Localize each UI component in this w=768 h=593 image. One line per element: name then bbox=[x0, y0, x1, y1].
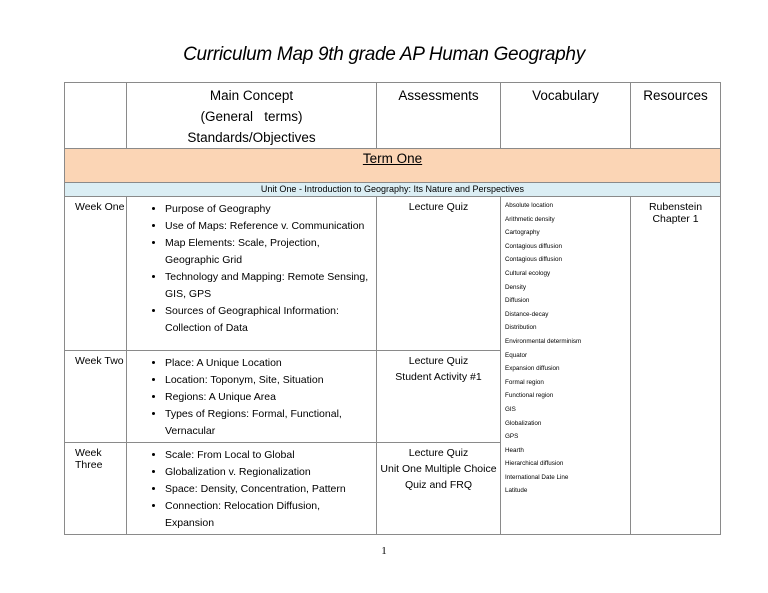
vocab-term: Hierarchical diffusion bbox=[505, 460, 564, 468]
topic-item: • Globalization v. Regionalization bbox=[165, 464, 370, 481]
unit-row bbox=[65, 183, 721, 197]
vocab-term: Equator bbox=[505, 351, 528, 359]
assessment-item: Lecture Quiz bbox=[408, 447, 469, 459]
vocab-term: GPS bbox=[505, 433, 519, 441]
topic-item: • Scale: From Local to Global bbox=[165, 447, 370, 464]
header-concept-line-3: Standards/Objectives bbox=[187, 130, 316, 145]
vocab-term: Formal region bbox=[505, 378, 544, 386]
topic-item: • Space: Density, Concentration, Pattern bbox=[165, 481, 370, 498]
vocab-term: International Date Line bbox=[505, 473, 569, 481]
vocab-term: Environmental determinism bbox=[505, 337, 582, 345]
curriculum-table bbox=[64, 82, 721, 535]
header-week bbox=[65, 83, 127, 149]
assessment-item: Unit One Multiple Choice bbox=[380, 463, 497, 475]
vocab-term: GIS bbox=[505, 405, 516, 413]
topic-item: • Technology and Mapping: Remote Sensing, GIS, GPS bbox=[165, 269, 370, 303]
term-label: Term One bbox=[362, 151, 423, 166]
topic-item: • Purpose of Geography bbox=[165, 201, 370, 218]
resources-cell: Rubenstein Chapter 1 bbox=[631, 197, 721, 535]
vocab-term: Functional region bbox=[505, 392, 554, 400]
assessment-item: Lecture Quiz bbox=[408, 355, 469, 367]
assessment-item: Student Activity #1 bbox=[395, 371, 482, 383]
assessment-cell bbox=[377, 351, 501, 443]
week-row bbox=[65, 197, 721, 351]
vocab-term: Arithmetic density bbox=[505, 215, 555, 223]
header-assessments: Assessments bbox=[377, 83, 501, 149]
vocab-term: Contagious diffusion bbox=[505, 256, 562, 264]
term-row bbox=[65, 149, 721, 183]
term-cell bbox=[65, 149, 721, 183]
week-label: Week Three bbox=[65, 443, 127, 535]
unit-label: Unit One - Introduction to Geography: Its Nature and Perspectives bbox=[65, 183, 721, 197]
assessment-cell bbox=[377, 197, 501, 351]
topic-item: • Types of Regions: Formal, Functional, Vernacular bbox=[165, 406, 370, 440]
header-row bbox=[65, 83, 721, 149]
assessment-item: Lecture Quiz bbox=[408, 201, 469, 213]
vocabulary-cell bbox=[501, 197, 631, 535]
header-vocabulary: Vocabulary bbox=[501, 83, 631, 149]
topic-item: • Place: A Unique Location bbox=[165, 355, 370, 372]
topic-item: • Location: Toponym, Site, Situation bbox=[165, 372, 370, 389]
vocab-term: Distribution bbox=[505, 324, 537, 332]
topic-list bbox=[127, 197, 376, 339]
topic-item: • Sources of Geographical Information: Collection of Data bbox=[165, 303, 370, 337]
vocab-term: Distance-decay bbox=[505, 310, 549, 318]
topic-item: • Use of Maps: Reference v. Communication bbox=[165, 218, 370, 235]
vocab-term: Diffusion bbox=[505, 297, 530, 305]
vocab-term: Globalization bbox=[505, 419, 542, 427]
vocab-term: Latitude bbox=[505, 487, 528, 495]
header-resources: Resources bbox=[631, 83, 721, 149]
topics-cell bbox=[127, 351, 377, 443]
vocab-term: Contagious diffusion bbox=[505, 242, 562, 250]
topic-list bbox=[127, 351, 376, 442]
topic-item: • Map Elements: Scale, Projection, Geographic Grid bbox=[165, 235, 370, 269]
topics-cell bbox=[127, 443, 377, 535]
week-label: Week Two bbox=[65, 351, 127, 443]
assessment-item: Quiz and FRQ bbox=[404, 479, 473, 491]
vocab-term: Hearth bbox=[505, 446, 524, 454]
page-title: Curriculum Map 9th grade AP Human Geography bbox=[183, 44, 585, 65]
header-concept-line-1: Main Concept bbox=[209, 88, 294, 103]
topics-cell bbox=[127, 197, 377, 351]
page-number: 1 bbox=[381, 545, 387, 557]
vocab-term: Density bbox=[505, 283, 526, 291]
week-label: Week One bbox=[65, 197, 127, 351]
header-concept-line-2: (General terms) bbox=[200, 109, 303, 124]
topic-item: • Regions: A Unique Area bbox=[165, 389, 370, 406]
vocab-term: Cultural ecology bbox=[505, 269, 551, 277]
vocab-term: Absolute location bbox=[505, 202, 553, 209]
assessment-cell bbox=[377, 443, 501, 535]
topic-list bbox=[127, 443, 376, 534]
topic-item: • Connection: Relocation Diffusion, Expansion bbox=[165, 498, 370, 532]
header-main-concept bbox=[127, 83, 377, 149]
vocab-term: Cartography bbox=[505, 229, 540, 237]
vocab-term: Expansion diffusion bbox=[505, 365, 560, 373]
